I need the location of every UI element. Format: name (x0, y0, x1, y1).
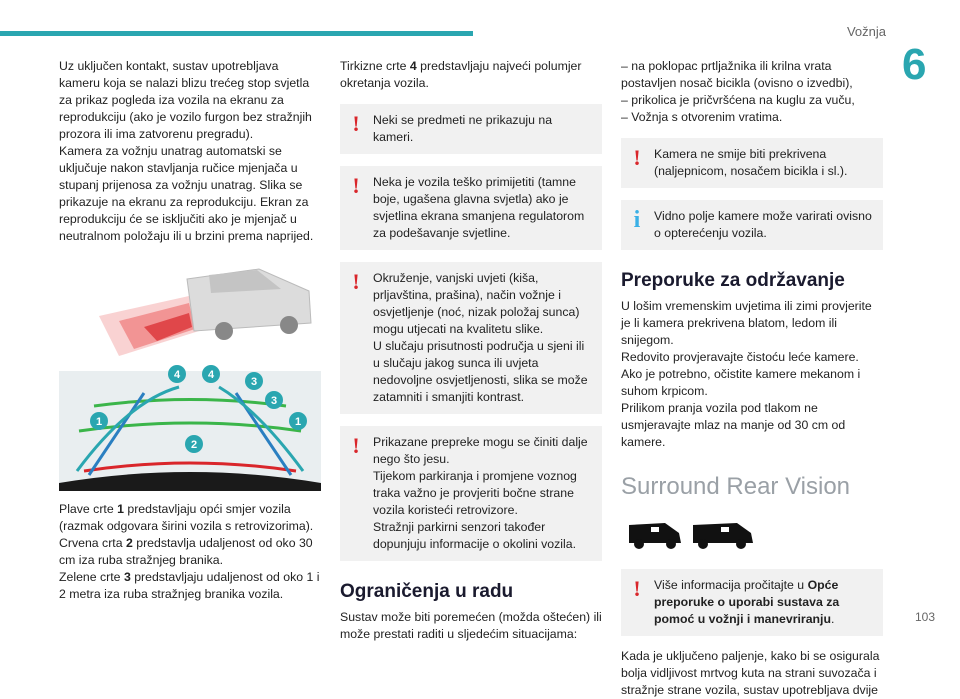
callout-4-a: 4 (173, 369, 181, 381)
callout-4-b: 4 (207, 369, 215, 381)
column-2 (340, 58, 602, 643)
page-number: 103 (915, 610, 936, 624)
limitations-heading: Ograničenja u radu (340, 581, 514, 602)
section-title: Vožnja (846, 24, 886, 39)
warning-box-image-quality: ! Okruženje, vanjski uvjeti (kiša, prljavština, prašina), način vožnje i osvjetljenje (noć, nizak položaj sunca) mogu utjecati na kvalitetu slike. U slučaju prisutnosti područja u sjeni ili u slučaju jakog sunca ili uvjeta nedovoljne osvjetljenosti, slika se može zatamniti i smanjiti kontrast. (340, 262, 602, 414)
callout-3-a: 3 (270, 395, 278, 407)
van-silhouettes (621, 517, 883, 551)
warning-icon: ! (633, 576, 641, 601)
callout-3-b: 3 (250, 376, 258, 388)
warning-icon: ! (633, 145, 641, 170)
warning-icon: ! (352, 111, 360, 136)
van-icon (693, 523, 753, 549)
surround-rear-vision-heading: Surround Rear Vision (621, 473, 851, 500)
info-box-field-of-view: i Vidno polje kamere može varirati ovisno o opterećenju vozila. (621, 200, 883, 250)
line-description-3: Zelene crte 3 predstavljaju udaljenost od oko 1 i 2 metra iza ruba stražnjeg branika vozila. (59, 570, 320, 601)
surround-paragraph: Kada je uključeno paljenje, kako bi se osigurala bolja vidljivost mrtvog kuta na strani suvozača i stražnje strane vozila, sustav upotrebljava dvije (621, 649, 880, 697)
turquoise-lines-paragraph: Tirkizne crte 4 predstavljaju najveći polumjer okretanja vozila. (340, 59, 582, 90)
van-camera-illustration (59, 261, 319, 361)
maintenance-line: U lošim vremenskim uvjetima ili zimi provjerite je li kamera prekrivena blatom, ledom ili snijegom. (621, 299, 872, 347)
warning-box-objects: ! Neki se predmeti ne prikazuju na kameri. (340, 104, 602, 154)
callout-1-left: 1 (95, 416, 103, 428)
column-1 (59, 58, 321, 603)
list-item: – na poklopac prtljažnika ili krilna vrata postavljen nosač bicikla (ovisno o izvedbi), (621, 59, 853, 90)
warning-box-distance: ! Prikazane prepreke mogu se činiti dalje nego što jesu. Tijekom parkiranja i promjene voznog traka važno je provjeriti bočne strane vozila koristeći retrovizore. Stražnji parkirni senzori također dopunjuju informacije o okolini vozila. (340, 426, 602, 561)
line-description-2: Crvena crta 2 predstavlja udaljenost od oko 30 cm iza ruba stražnjeg branika. (59, 536, 313, 567)
line-description-1: Plave crte 1 predstavljaju opći smjer vozila (razmak odgovara širini vozila s retrovizorima). (59, 502, 314, 533)
maintenance-line: Prilikom pranja vozila pod tlakom ne usmjeravajte mlaz na manje od 30 cm od kamere. (621, 401, 846, 449)
warning-icon: ! (352, 269, 360, 294)
warning-box-camera-covered: ! Kamera ne smije biti prekrivena (naljepnicom, nosačem bicikla i sl.). (621, 138, 883, 188)
warning-icon: ! (352, 433, 360, 458)
limitations-paragraph: Sustav može biti poremećen (možda oštećen) ili može prestati raditi u sljedećim situacijama: (340, 610, 602, 641)
warning-box-dark-vehicles: ! Neka je vozila teško primijetiti (tamne boje, ugašena glavna svjetla) ako je svjetlina ekrana smanjena regulatorom za podešavanje svjetline. (340, 166, 602, 250)
camera-view-illustration (59, 371, 321, 491)
header-accent-bar (0, 31, 473, 36)
callout-2: 2 (190, 439, 198, 451)
intro-paragraph: Uz uključen kontakt, sustav upotrebljava kameru koja se nalazi blizu trećeg stop svjetla za prikaz pogleda iza vozila na ekranu za reprodukciju (ako je vozilo furgon bez stražnjih prozora ili ima zatvorenu pregradu). (59, 59, 312, 141)
van-icon (629, 523, 681, 549)
maintenance-heading: Preporuke za održavanje (621, 270, 845, 291)
column-3 (621, 58, 883, 699)
chapter-number: 6 (902, 40, 927, 89)
list-item: – prikolica je pričvršćena na kuglu za vuču, (621, 93, 855, 107)
activation-paragraph: Kamera za vožnju unatrag automatski se uključuje nakon stavljanja ručice mjenjača u stupanj prijenosa za vožnju unatrag. Slika se prikazuje na ekranu za reprodukciju. Ekran za reprodukciju će se isključiti ako je mjenjač u neutralnom položaju ili u brzini prema naprijed. (59, 144, 314, 243)
info-icon: i (633, 207, 641, 233)
callout-1-right: 1 (294, 416, 302, 428)
warning-icon: ! (352, 173, 360, 198)
maintenance-line: Redovito provjeravajte čistoću leće kamere. (621, 350, 859, 364)
warning-box-more-info: ! Više informacija pročitajte u Opće preporuke o uporabi sustava za pomoć u vožnji i manevriranju. (621, 569, 883, 636)
list-item: – Vožnja s otvorenim vratima. (621, 110, 783, 124)
maintenance-line: Ako je potrebno, očistite kamere mekanom i suhom krpicom. (621, 367, 861, 398)
